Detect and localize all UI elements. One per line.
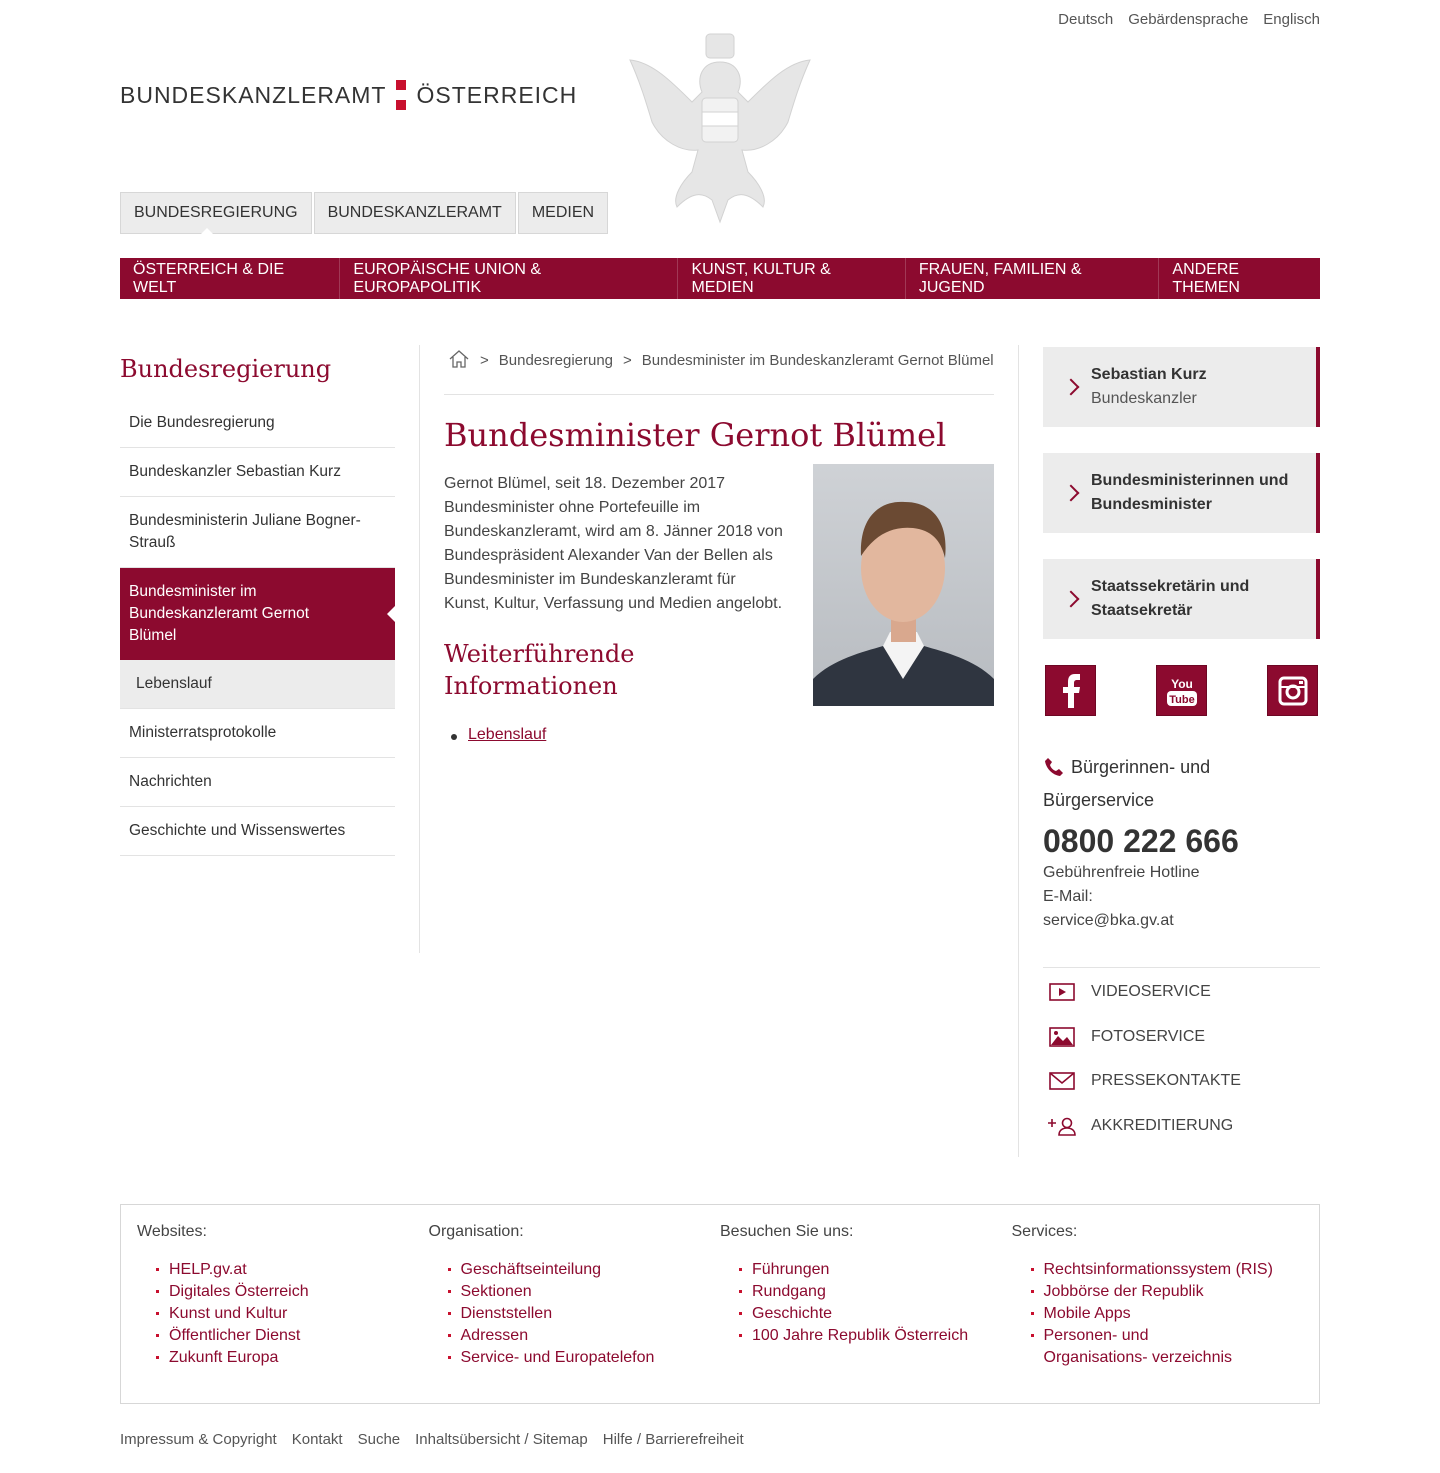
akkreditierung-link[interactable] [1043, 1104, 1320, 1149]
box-bundesminister[interactable] [1043, 453, 1320, 533]
site-logo[interactable] [120, 80, 577, 110]
chevron-right-icon [1063, 591, 1080, 608]
footer-link[interactable]: Jobbörse der Republik [1012, 1281, 1304, 1303]
sitemap-link[interactable]: Inhaltsübersicht / Sitemap [415, 1431, 588, 1448]
portrait-photo [813, 464, 994, 706]
mail-icon [1049, 1071, 1075, 1091]
footer-link[interactable]: Geschäftseinteilung [429, 1259, 721, 1281]
videoservice-label: VIDEOSERVICE [1091, 983, 1211, 1001]
kontakt-link[interactable]: Kontakt [291, 1431, 343, 1448]
tab-medien[interactable]: MEDIEN [518, 192, 608, 234]
sidebar [120, 355, 395, 856]
logo-text-left: BUNDESKANZLERAMT [120, 81, 387, 108]
email-label: E-Mail: [1043, 888, 1093, 905]
footer-links [120, 1204, 1320, 1404]
logo-text-right: ÖSTERREICH [416, 81, 578, 108]
videoservice-link[interactable] [1043, 970, 1320, 1015]
footer-link[interactable]: Sektionen [429, 1281, 721, 1303]
chevron-right-icon [1063, 379, 1080, 396]
nav-eu-europapolitik[interactable]: EUROPÄISCHE UNION & EUROPAPOLITIK [340, 258, 678, 299]
footer-link[interactable]: Geschichte [720, 1303, 1012, 1325]
youtube-icon[interactable] [1156, 665, 1207, 716]
sidebar-item-lebenslauf[interactable]: Lebenslauf [120, 660, 395, 709]
language-bar [1058, 11, 1320, 28]
divider-left [419, 345, 420, 953]
sidebar-item-ministerratsprotokolle[interactable]: Ministerratsprotokolle [120, 709, 395, 758]
akkreditierung-label: AKKREDITIERUNG [1091, 1116, 1234, 1134]
tab-bundesregierung[interactable]: BUNDESREGIERUNG [120, 192, 312, 234]
box-title: Staatssekretärin und Staatsekretär [1091, 578, 1250, 619]
sidebar-item-bundeskanzler[interactable]: Bundeskanzler Sebastian Kurz [120, 448, 395, 497]
photo-icon [1049, 1027, 1075, 1047]
top-tabs [120, 192, 610, 234]
footer-col-title: Websites: [137, 1223, 207, 1240]
footer-link[interactable]: Service- und Europatelefon [429, 1347, 721, 1369]
breadcrumb-bundesregierung[interactable]: Bundesregierung [498, 352, 614, 369]
phone-icon [1043, 755, 1065, 777]
box-staatssekretaer[interactable] [1043, 559, 1320, 639]
home-icon[interactable] [448, 350, 470, 372]
box-sebastian-kurz[interactable] [1043, 347, 1320, 427]
suche-link[interactable]: Suche [357, 1431, 401, 1448]
footer-link[interactable]: Rechtsinformationssystem (RIS) [1012, 1259, 1304, 1281]
service-links [1043, 967, 1320, 1148]
nav-kunst-kultur-medien[interactable]: KUNST, KULTUR & MEDIEN [678, 258, 905, 299]
list-item [444, 726, 994, 744]
tab-bundeskanzleramt[interactable]: BUNDESKANZLERAMT [314, 192, 516, 234]
more-info-heading: Weiterführende Informationen [444, 640, 635, 700]
sidebar-item-bundesminister-bluemel[interactable]: Bundesminister im Bundeskanzleramt Gernot Blümel [120, 568, 395, 660]
nav-frauen-familien-jugend[interactable]: FRAUEN, FAMILIEN & JUGEND [906, 258, 1160, 299]
sidebar-item-nachrichten[interactable]: Nachrichten [120, 758, 395, 807]
pressekontakte-link[interactable] [1043, 1059, 1320, 1104]
bio-text: Gernot Blümel, seit 18. Dezember 2017 Bundesminister ohne Portefeuille im Bundeskanzleramt, wird am 8. Jänner 2018 von Bundespräsident Alexander Van der Bellen als Bundesminister im Bundeskanzleramt für Kunst, Kultur, Verfassung und Medien angelobt. [444, 475, 783, 612]
instagram-icon[interactable] [1267, 665, 1318, 716]
footer-col-websites [137, 1223, 429, 1385]
footer-link[interactable]: Digitales Österreich [137, 1281, 429, 1303]
svg-text:You: You [1170, 676, 1193, 691]
pressekontakte-label: PRESSEKONTAKTE [1091, 1072, 1241, 1090]
facebook-icon[interactable] [1045, 665, 1096, 716]
main-navigation [120, 258, 1320, 299]
footer-col-title: Services: [1011, 1223, 1078, 1240]
footer-link[interactable]: Personen- und Organisations- verzeichnis [1012, 1325, 1252, 1369]
footer-link[interactable]: Führungen [720, 1259, 1012, 1281]
add-user-icon [1047, 1116, 1077, 1136]
buergerservice-title: Bürgerinnen- und Bürgerservice [1043, 757, 1211, 810]
hotline-number[interactable]: 0800 222 666 [1043, 823, 1239, 859]
email-link[interactable]: service@bka.gv.at [1043, 912, 1174, 929]
svg-text:Tube: Tube [1168, 693, 1195, 706]
lang-englisch[interactable]: Englisch [1263, 11, 1320, 28]
box-subtitle: Bundeskanzler [1091, 390, 1197, 407]
footer-col-title: Besuchen Sie uns: [720, 1223, 854, 1240]
fotoservice-link[interactable] [1043, 1015, 1320, 1060]
breadcrumb-separator: > [480, 352, 489, 369]
sidebar-item-bundesministerin[interactable]: Bundesministerin Juliane Bogner-Strauß [120, 497, 395, 568]
breadcrumb-separator: > [623, 352, 632, 369]
footer-link[interactable]: Mobile Apps [1012, 1303, 1304, 1325]
hotline-label: Gebührenfreie Hotline [1043, 864, 1200, 881]
bottom-links [120, 1431, 744, 1448]
sidebar-item-die-bundesregierung[interactable]: Die Bundesregierung [120, 399, 395, 448]
link-lebenslauf[interactable]: Lebenslauf [468, 726, 547, 743]
breadcrumb [444, 345, 994, 395]
footer-link[interactable]: Rundgang [720, 1281, 1012, 1303]
lang-deutsch[interactable]: Deutsch [1058, 11, 1114, 28]
impressum-link[interactable]: Impressum & Copyright [120, 1431, 277, 1448]
footer-link[interactable]: Zukunft Europa [137, 1347, 429, 1369]
sidebar-item-geschichte[interactable]: Geschichte und Wissenswertes [120, 807, 395, 856]
more-info-links [444, 726, 994, 744]
footer-link[interactable]: Dienststellen [429, 1303, 721, 1325]
footer-col-title: Organisation: [428, 1223, 524, 1240]
buergerservice [1043, 751, 1320, 933]
footer-link[interactable]: Adressen [429, 1325, 721, 1347]
box-title: Bundesministerinnen und Bundesminister [1091, 472, 1289, 513]
chevron-right-icon [1063, 485, 1080, 502]
logo-flag-icon [396, 80, 406, 110]
main-content [444, 345, 994, 744]
footer-col-organisation [429, 1223, 721, 1385]
nav-oesterreich-welt[interactable]: ÖSTERREICH & DIE WELT [120, 258, 340, 299]
eagle-coat-of-arms-icon [622, 22, 818, 226]
right-sidebar [1043, 347, 1320, 1148]
breadcrumb-current: Bundesminister im Bundeskanzleramt Gernot Blümel [641, 352, 994, 369]
footer-link[interactable]: HELP.gv.at [137, 1259, 429, 1281]
social-links [1043, 665, 1320, 716]
footer-link[interactable]: Öffentlicher Dienst [137, 1325, 429, 1347]
box-title: Sebastian Kurz [1091, 366, 1207, 383]
page-title: Bundesminister Gernot Blümel [444, 416, 947, 454]
footer-link[interactable]: 100 Jahre Republik Österreich [720, 1325, 1012, 1347]
sidebar-title: Bundesregierung [120, 355, 332, 383]
video-icon [1049, 982, 1075, 1002]
fotoservice-label: FOTOSERVICE [1091, 1027, 1206, 1045]
lang-gebaerdensprache[interactable]: Gebärdensprache [1128, 11, 1249, 28]
footer-link[interactable]: Kunst und Kultur [137, 1303, 429, 1325]
footer-col-besuchen [720, 1223, 1012, 1385]
divider-right [1018, 345, 1019, 1157]
hilfe-link[interactable]: Hilfe / Barrierefreiheit [602, 1431, 744, 1448]
nav-andere-themen[interactable]: ANDERE THEMEN [1172, 260, 1240, 296]
footer-col-services [1012, 1223, 1304, 1385]
